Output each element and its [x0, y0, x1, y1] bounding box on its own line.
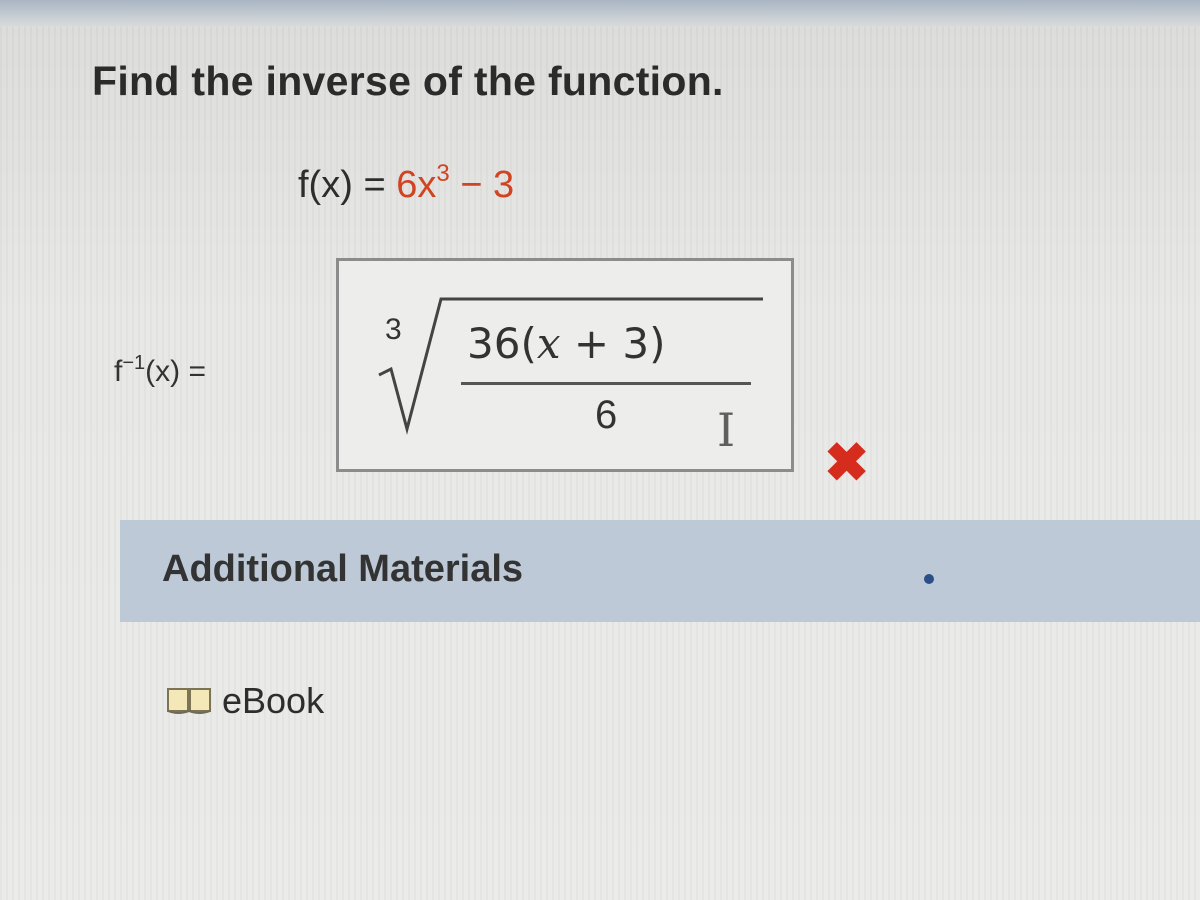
function-definition [298, 160, 514, 207]
answer-input-box[interactable] [336, 258, 794, 472]
function-rhs [396, 160, 515, 206]
numerator-variable: x [536, 319, 561, 368]
function-rhs-tail: − 3 [449, 164, 515, 206]
function-rhs-exponent: 3 [436, 160, 450, 187]
inverse-label-f: f [114, 355, 123, 388]
numerator-prefix: 36( [467, 319, 537, 368]
denominator: 6 [595, 393, 618, 437]
book-icon [166, 685, 212, 717]
root-index: 3 [385, 313, 402, 346]
numerator-suffix: + 3) [560, 319, 666, 368]
top-strip [0, 0, 1200, 26]
numerator [467, 319, 666, 368]
inverse-label-arg: (x) = [145, 355, 206, 388]
ebook-link[interactable] [166, 680, 324, 722]
inverse-label-exponent: −1 [122, 352, 146, 374]
incorrect-icon: ✖ [824, 433, 870, 493]
additional-materials-label: Additional Materials [162, 548, 524, 590]
bullet-dot-icon [924, 574, 934, 584]
function-equals: = [363, 164, 386, 206]
ebook-label: eBook [222, 680, 325, 721]
function-rhs-main: 6x [396, 164, 437, 206]
fraction-bar [461, 382, 751, 385]
question-title: Find the inverse of the function. [92, 58, 724, 104]
additional-materials-bar[interactable] [120, 520, 1200, 622]
inverse-label [114, 352, 206, 389]
text-cursor-icon: I [717, 403, 736, 457]
function-lhs: f(x) [298, 164, 353, 206]
